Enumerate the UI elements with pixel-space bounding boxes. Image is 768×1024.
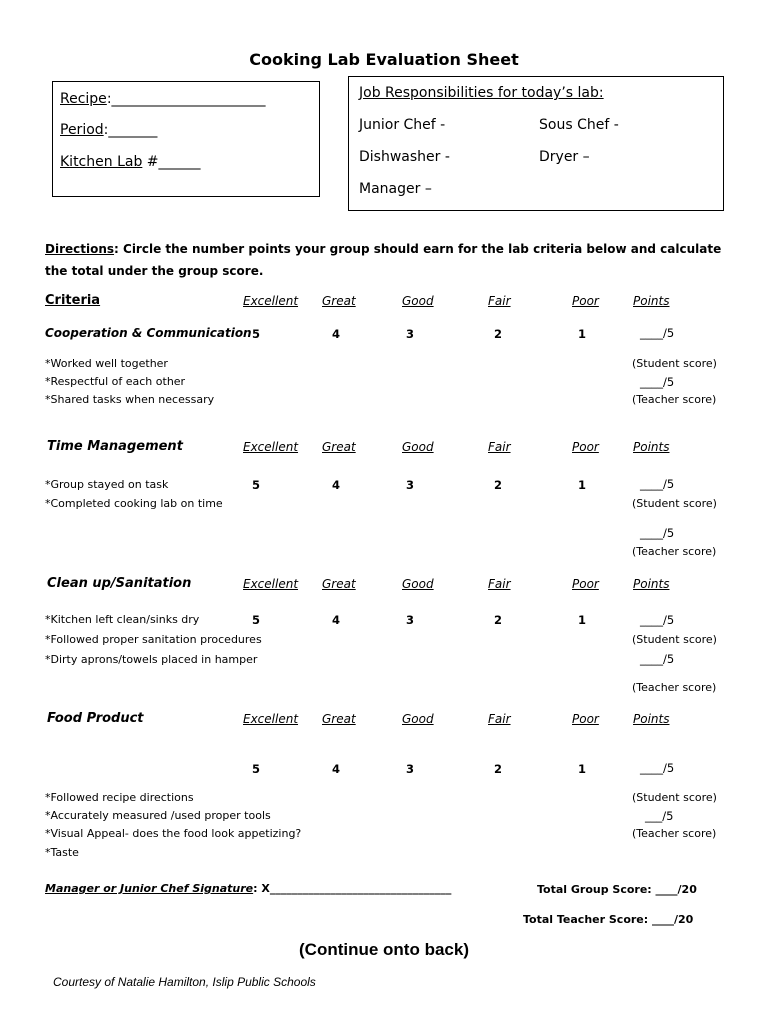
sous-chef-field[interactable]: Sous Chef -: [539, 117, 619, 133]
score-option-5[interactable]: 5: [252, 327, 261, 341]
score-option-2[interactable]: 2: [494, 327, 503, 341]
score-option-1[interactable]: 1: [578, 613, 587, 627]
criteria-item: *Group stayed on task: [45, 478, 169, 491]
directions: Directions: Circle the number points your group should earn for the lab criteria below and calculate the total under the group score.: [45, 242, 722, 278]
teacher-score-label: (Teacher score): [632, 545, 717, 558]
score-option-1[interactable]: 1: [578, 478, 587, 492]
fair-header: Fair: [488, 440, 511, 454]
criteria-item: *Respectful of each other: [45, 375, 186, 388]
good-header: Good: [402, 440, 434, 454]
student-score-label: (Student score): [632, 497, 717, 510]
excellent-header: Excellent: [243, 440, 299, 454]
teacher-score-label: (Teacher score): [632, 681, 717, 694]
student-score-label: (Student score): [632, 357, 717, 370]
score-blank[interactable]: ____/5: [640, 761, 675, 775]
score-option-4[interactable]: 4: [332, 613, 341, 627]
excellent-header: Excellent: [243, 577, 299, 591]
score-option-1[interactable]: 1: [578, 762, 587, 776]
great-header: Great: [322, 294, 356, 308]
points-header: Points: [633, 712, 670, 726]
teacher-score-label: (Teacher score): [632, 827, 717, 840]
poor-header: Poor: [572, 294, 599, 308]
section-time-title: Time Management: [47, 439, 183, 454]
recipe-info-box: [52, 81, 320, 197]
score-blank[interactable]: ___/5: [645, 809, 674, 823]
score-option-5[interactable]: 5: [252, 478, 261, 492]
fair-header: Fair: [488, 712, 511, 726]
signature-field[interactable]: Manager or Junior Chef Signature: X_________________________________: [45, 882, 452, 895]
points-header: Points: [633, 294, 670, 308]
criteria-item: *Dirty aprons/towels placed in hamper: [45, 653, 258, 666]
criteria-header: Criteria: [45, 293, 101, 308]
good-header: Good: [402, 577, 434, 591]
poor-header: Poor: [572, 712, 599, 726]
job-responsibilities-box: [348, 76, 724, 211]
criteria-item: *Completed cooking lab on time: [45, 497, 223, 510]
criteria-item: *Shared tasks when necessary: [45, 393, 215, 406]
score-blank[interactable]: ____/5: [640, 326, 675, 340]
points-header: Points: [633, 577, 670, 591]
score-option-2[interactable]: 2: [494, 613, 503, 627]
good-header: Good: [402, 712, 434, 726]
dishwasher-field[interactable]: Dishwasher -: [359, 149, 450, 165]
score-blank[interactable]: ____/5: [640, 477, 675, 491]
score-option-3[interactable]: 3: [406, 762, 415, 776]
criteria-item: *Visual Appeal- does the food look appetizing?: [45, 827, 302, 840]
jobs-heading: Job Responsibilities for today’s lab:: [359, 85, 604, 101]
poor-header: Poor: [572, 577, 599, 591]
page-title: Cooking Lab Evaluation Sheet: [249, 50, 519, 69]
total-group-score[interactable]: Total Group Score: ____/20: [537, 883, 697, 896]
courtesy-credit: Courtesy of Natalie Hamilton, Islip Public Schools: [53, 975, 316, 989]
section-cooperation-title: Cooperation & Communication: [45, 326, 252, 340]
manager-field[interactable]: Manager –: [359, 181, 432, 197]
points-header: Points: [633, 440, 670, 454]
excellent-header: Excellent: [243, 294, 299, 308]
score-option-4[interactable]: 4: [332, 762, 341, 776]
score-option-3[interactable]: 3: [406, 478, 415, 492]
good-header: Good: [402, 294, 434, 308]
score-blank[interactable]: ____/5: [640, 652, 675, 666]
score-blank[interactable]: ____/5: [640, 526, 675, 540]
great-header: Great: [322, 577, 356, 591]
kitchen-lab-field[interactable]: Kitchen Lab #______: [60, 154, 201, 170]
criteria-item: *Kitchen left clean/sinks dry: [45, 613, 200, 626]
score-option-4[interactable]: 4: [332, 478, 341, 492]
fair-header: Fair: [488, 577, 511, 591]
total-teacher-score[interactable]: Total Teacher Score: ____/20: [523, 913, 694, 926]
excellent-header: Excellent: [243, 712, 299, 726]
teacher-score-label: (Teacher score): [632, 393, 717, 406]
score-option-3[interactable]: 3: [406, 613, 415, 627]
score-blank[interactable]: ____/5: [640, 613, 675, 627]
criteria-item: *Accurately measured /used proper tools: [45, 809, 271, 822]
period-field[interactable]: Period:_______: [60, 122, 158, 138]
score-option-2[interactable]: 2: [494, 762, 503, 776]
section-clean-title: Clean up/Sanitation: [47, 576, 192, 591]
score-option-5[interactable]: 5: [252, 762, 261, 776]
fair-header: Fair: [488, 294, 511, 308]
student-score-label: (Student score): [632, 633, 717, 646]
criteria-item: *Taste: [45, 846, 79, 859]
poor-header: Poor: [572, 440, 599, 454]
dryer-field[interactable]: Dryer –: [539, 149, 590, 165]
score-option-5[interactable]: 5: [252, 613, 261, 627]
section-food-title: Food Product: [47, 711, 144, 726]
great-header: Great: [322, 440, 356, 454]
student-score-label: (Student score): [632, 791, 717, 804]
continue-note: (Continue onto back): [299, 940, 469, 959]
junior-chef-field[interactable]: Junior Chef -: [359, 117, 446, 133]
criteria-item: *Followed proper sanitation procedures: [45, 633, 262, 646]
score-option-3[interactable]: 3: [406, 327, 415, 341]
recipe-field[interactable]: Recipe:______________________: [60, 91, 266, 107]
score-option-2[interactable]: 2: [494, 478, 503, 492]
score-blank[interactable]: ____/5: [640, 375, 675, 389]
great-header: Great: [322, 712, 356, 726]
criteria-item: *Followed recipe directions: [45, 791, 194, 804]
score-option-4[interactable]: 4: [332, 327, 341, 341]
criteria-item: *Worked well together: [45, 357, 168, 370]
score-option-1[interactable]: 1: [578, 327, 587, 341]
